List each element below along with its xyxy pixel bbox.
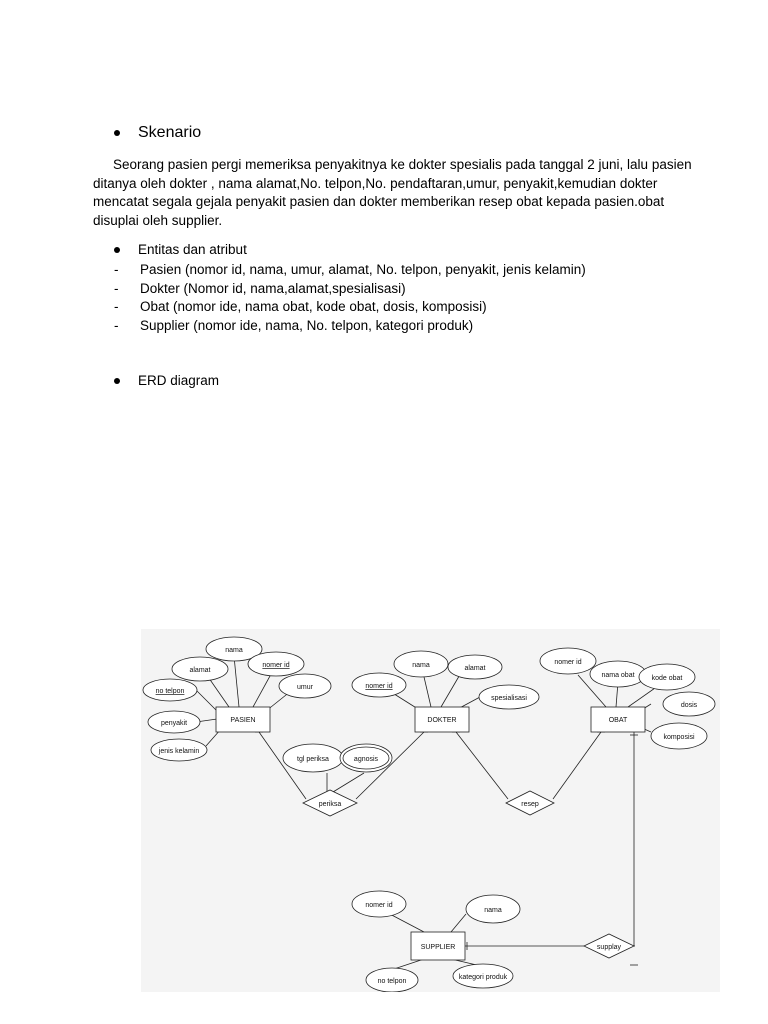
attr-label: no telpon <box>377 978 407 985</box>
attr-label: nama <box>484 907 502 914</box>
entity-list <box>114 261 586 335</box>
skenario-title: Skenario <box>138 124 202 141</box>
attr-label: komposisi <box>663 734 695 741</box>
entity-dokter-label: DOKTER <box>427 717 457 724</box>
attr-pasien-no-telpon <box>143 679 197 701</box>
attr-supplier-nama <box>466 895 520 923</box>
attr-obat-dosis <box>663 692 715 716</box>
list-item: - Supplier (nomor ide, nama, No. telpon, kategori produk) <box>114 317 586 336</box>
paragraph-line: mencatat segala gejala penyakit pasien dan dokter memberikan resep obat kepada pasien.obat <box>93 194 665 209</box>
list-item-text: Supplier (nomor ide, nama, No. telpon, kategori produk) <box>140 317 474 333</box>
attr-periksa-diagnosis <box>340 744 392 772</box>
attr-pasien-penyakit <box>148 711 200 733</box>
paragraph-line: disuplai oleh supplier. <box>93 212 223 228</box>
bullet-dot <box>114 247 120 253</box>
section-skenario-heading <box>114 124 201 142</box>
entitas-title: Entitas dan atribut <box>138 242 247 257</box>
erd-svg <box>141 629 720 992</box>
attr-dokter-nomor-id <box>352 673 406 697</box>
attr-supplier-nomor-id <box>352 891 406 917</box>
erd-connectors <box>196 656 665 969</box>
attr-label: tgl periksa <box>297 756 329 763</box>
attr-pasien-nomor-id <box>248 652 304 676</box>
attr-label: alamat <box>464 665 486 672</box>
list-item: - Dokter (Nomor id, nama,alamat,spesialisasi) <box>114 280 586 299</box>
skenario-paragraph <box>93 156 692 230</box>
list-item-text: Pasien (nomor id, nama, umur, alamat, No. telpon, penyakit, jenis kelamin) <box>140 262 586 277</box>
erd-diagram <box>141 629 720 992</box>
entity-pasien-label: PASIEN <box>230 717 256 724</box>
attr-obat-nomor-id <box>540 648 596 674</box>
relationship-resep <box>506 791 554 815</box>
section-entitas-heading <box>114 242 247 257</box>
relationship-supplay <box>584 934 634 958</box>
attr-dokter-nama <box>394 651 448 677</box>
attr-supplier-no-telpon <box>366 968 418 992</box>
attr-label: kode obat <box>651 675 683 682</box>
relationship-periksa <box>303 790 357 816</box>
section-erd-heading <box>114 373 219 388</box>
attr-label: nama <box>225 647 243 654</box>
list-item-text: Dokter (Nomor id, nama,alamat,spesialisasi) <box>140 280 406 296</box>
attr-periksa-tgl <box>283 744 343 772</box>
relationship-periksa-label: periksa <box>318 801 342 808</box>
bullet-dot <box>114 130 120 136</box>
attr-label: nama <box>412 662 430 669</box>
entity-dokter <box>415 707 469 732</box>
attr-pasien-umur <box>279 674 331 698</box>
attr-pasien-jenis-kelamin <box>151 739 207 761</box>
attr-dokter-spesialisasi <box>479 685 539 709</box>
attr-label: jenis kelamin <box>158 748 200 755</box>
attr-supplier-kategori <box>453 964 513 988</box>
paragraph-line: ditanya oleh dokter , nama alamat,No. telpon,No. pendaftaran,umur, penyakit,kemudian dokter <box>93 175 658 191</box>
entity-pasien <box>216 707 270 732</box>
attr-label: nomer id <box>262 662 290 669</box>
entity-obat <box>591 707 645 732</box>
attr-label: penyakit <box>160 720 188 727</box>
attr-dokter-alamat <box>448 655 502 679</box>
entity-obat-label: OBAT <box>608 717 628 724</box>
attr-label: alamat <box>189 667 211 674</box>
entity-supplier-label: SUPPLIER <box>420 944 456 951</box>
attr-obat-nama <box>590 661 646 687</box>
erd-title: ERD diagram <box>138 373 220 388</box>
attr-obat-komposisi <box>651 723 707 749</box>
bullet-dot <box>114 378 120 384</box>
list-item: - Pasien (nomor id, nama, umur, alamat, No. telpon, penyakit, jenis kelamin) <box>114 261 586 280</box>
attr-label: nomer id <box>554 659 582 666</box>
relationship-supplay-label: supplay <box>596 944 622 951</box>
attr-pasien-alamat <box>172 657 228 681</box>
attr-label: nama obat <box>601 672 635 679</box>
list-item: - Obat (nomor ide, nama obat, kode obat, dosis, komposisi) <box>114 298 586 317</box>
attr-label: no telpon <box>155 688 185 695</box>
attr-obat-kode <box>639 664 695 690</box>
list-item-text: Obat (nomor ide, nama obat, kode obat, dosis, komposisi) <box>140 299 487 314</box>
attr-label: nomer id <box>365 902 393 909</box>
relationship-resep-label: resep <box>521 801 539 808</box>
attr-label: spesialisasi <box>491 695 527 702</box>
attr-label: umur <box>297 684 313 691</box>
paragraph-line: Seorang pasien pergi memeriksa penyakitnya ke dokter spesialis pada tanggal 2 juni, lalu pasien <box>113 157 692 172</box>
attr-label: agnosis <box>353 756 379 763</box>
entity-supplier <box>411 932 465 960</box>
attr-label: kategori produk <box>458 974 508 981</box>
attr-label: dosis <box>680 702 698 709</box>
attr-label: nomer id <box>365 683 393 690</box>
